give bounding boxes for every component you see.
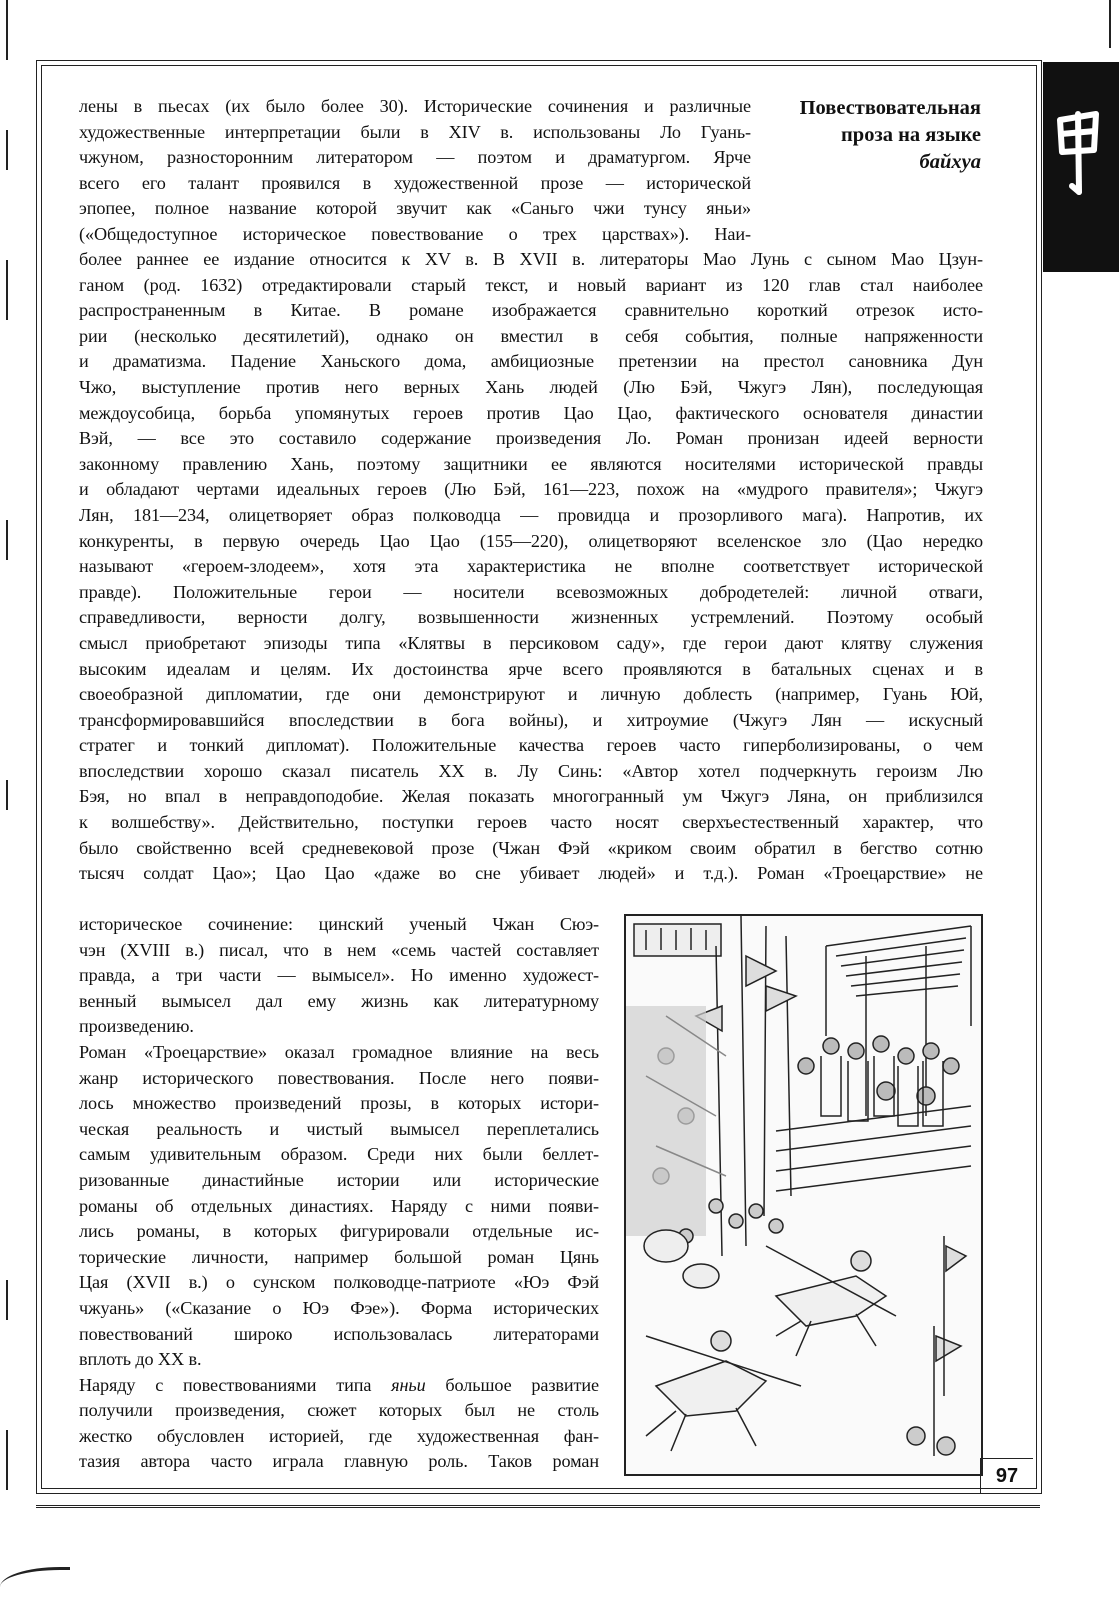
text-line: правде). Положительные герои — носители всевозможных добродетелей: личной отваги,: [79, 581, 983, 602]
term-yanyi: яньи: [391, 1374, 426, 1395]
text-line: смысл приобретают эпизоды типа «Клятвы в персиковом саду», где герои дают клятву служения: [79, 632, 983, 653]
text-line: лось множество произведений прозы, в которых истори-: [79, 1093, 599, 1114]
text-line: ризованные династийные истории или исторические: [79, 1169, 599, 1190]
text-line: к волшебству». Действительно, поступки героев часто носят сверхъестественный характер, что: [79, 812, 983, 833]
text-line: впоследствии хорошо сказал писатель XX в. Лу Синь: «Автор хотел подчеркнуть героизм Лю: [79, 760, 983, 781]
text-line: Лян, 181—234, олицетворяет образ полководца — провидца и прозорливого мага). Напротив, их: [79, 504, 983, 525]
text-line: стратег и тонкий дипломат). Положительные качества героев часто гиперболизированы, о чем: [79, 735, 983, 756]
text-line: («Общедоступное историческое повествование о трех царствах»). Наи-: [79, 223, 751, 244]
text-line: самым удивительным образом. Среди них были беллет-: [79, 1144, 599, 1165]
sidebar-heading-line: проза на языке: [841, 124, 981, 146]
body-text-full: [79, 247, 983, 887]
text-line: Роман «Троецарствие» оказал громадное влияние на весь: [79, 1041, 599, 1062]
scan-edge-mark: [6, 780, 8, 810]
text-line: было свойственно всей средневековой прозе (Чжан Фэй «криком своим обратил в бегство сотню: [79, 837, 983, 858]
text-line: художественные интерпретации были в XIV в. использованы Ло Гуань-: [79, 121, 751, 142]
scan-edge-mark: [6, 260, 8, 320]
text-line: эпопее, полное название которой звучит как «Саньго чжи тунсу яньи»: [79, 198, 751, 219]
text-line: лены в пьесах (их было более 30). Исторические сочинения и различные: [79, 96, 751, 116]
text-line: и драматизма. Падение Ханьского дома, амбициозные претензии на престол сановника Дун: [79, 351, 983, 372]
text-line: трансформировавшийся впоследствии в бога войны), и хитроумие (Чжугэ Лян — искусный: [79, 709, 983, 730]
chinese-glyph-icon: [1052, 100, 1104, 200]
text-line: Вэй, — все это составило содержание произведения Ло. Роман пронизан идеей верности: [79, 428, 983, 449]
text-line: чжуань» («Сказание о Юэ Фэе»). Форма исторических: [79, 1297, 599, 1318]
text-line: тазия автора часто играла главную роль. Таков роман: [79, 1451, 599, 1472]
page-number: 97: [980, 1458, 1033, 1493]
sidebar-heading-term: байхуа: [919, 151, 981, 173]
text-line: венный вымысел дал ему жизнь как литературному: [79, 990, 599, 1011]
text-line: жанр исторического повествования. После него появи-: [79, 1067, 599, 1088]
scan-edge-mark: [6, 520, 8, 560]
scan-corner-mark: [0, 1567, 70, 1600]
text-line: романы об отдельных династиях. Наряду с ними появи-: [79, 1195, 599, 1216]
text-line: своеобразной дипломатии, где они демонстрируют и личную доблесть (например, Гуань Юй,: [79, 684, 983, 705]
text-line: повествований широко использовалась литераторами: [79, 1323, 599, 1344]
body-text-left: [79, 912, 599, 1475]
text-line: распространенным в Китае. В романе изображается сравнительно короткий отрезок исто-: [79, 300, 983, 321]
text-line: тысяч солдат Цао»; Цао Цао «даже во сне убивает людей» и т.д.). Роман «Троецарствие» не: [79, 863, 983, 884]
text-line: Цая (XVII в.) о сунском полководце-патриоте «Юэ Фэй: [79, 1272, 599, 1293]
text-line: правда, а три части — вымысел». Но именно художест-: [79, 965, 599, 986]
scan-edge-mark: [6, 0, 8, 60]
battle-scene-drawing: [626, 916, 981, 1474]
text-line: лись романы, в которых фигурировали отдельные ис-: [79, 1221, 599, 1242]
text-line: торические личности, например большой роман Цянь: [79, 1246, 599, 1267]
text-line: Бэя, но впал в неправдоподобие. Желая показать многогранный ум Чжугэ Ляна, он приблизился: [79, 786, 983, 807]
text-fragment: Наряду с повествованиями типа: [79, 1374, 392, 1395]
text-line: и обладают чертами идеальных героев (Лю Бэй, 161—223, похож на «мудрого правителя»; Чжугэ: [79, 479, 983, 500]
text-line: историческое сочинение: цинский ученый Чжан Сюэ-: [79, 914, 599, 934]
text-line: ганом (род. 1632) отредактировали старый текст, и новый вариант из 120 глав стал наиболее: [79, 274, 983, 295]
scan-edge-mark: [1109, 0, 1111, 48]
text-line: более раннее ее издание относится к XV в. В XVII в. литераторы Мао Лунь с сыном Мао Цзун-: [79, 249, 983, 269]
text-line: Чжо, выступление против него верных Хань людей (Лю Бэй, Чжугэ Лян), последующая: [79, 376, 983, 397]
text-line: жестко обусловлен историей, где художественная фан-: [79, 1425, 599, 1446]
text-line: высоким идеалам и целям. Их достоинства ярче всего проявляются в батальных сценах и в: [79, 658, 983, 679]
scan-edge-mark: [6, 1280, 8, 1320]
scan-edge-mark: [6, 1430, 8, 1490]
text-line: чжуном, разносторонним литератором — поэтом и драматургом. Ярче: [79, 147, 751, 168]
text-line: конкуренты, в первую очередь Цао Цао (155—220), олицетворяют вселенское зло (Цао нередко: [79, 530, 983, 551]
text-fragment: большое развитие: [425, 1374, 599, 1395]
text-line: получили произведения, сюжет которых был не столь: [79, 1400, 599, 1421]
text-line: справедливости, верности долгу, возвышенности жизненных устремлений. Поэтому особый: [79, 607, 983, 628]
text-line: рии (несколько десятилетий), однако он вместил в себя события, полные напряженности: [79, 325, 983, 346]
text-line: ческая реальность и чистый вымысел переплетались: [79, 1118, 599, 1139]
text-line: всего его талант проявился в художественной прозе — исторической: [79, 172, 751, 193]
body-text-narrow: [79, 94, 751, 248]
text-line: вплоть до XX в.: [79, 1349, 202, 1370]
woodblock-illustration: [624, 914, 983, 1476]
text-line: законному правлению Хань, поэтому защитники ее являются носителями исторической правды: [79, 453, 983, 474]
text-line: чэн (XVIII в.) писал, что в нем «семь частей составляет: [79, 939, 599, 960]
page-frame-bottom-rule: [36, 1505, 1040, 1508]
scan-edge-mark: [6, 130, 8, 170]
sidebar-heading: [765, 95, 981, 176]
text-line: называют «героем-злодеем», хотя эта характеристика не вполне соответствует исторической: [79, 556, 983, 577]
sidebar-heading-line: Повествовательная: [799, 97, 981, 119]
text-line: [79, 1373, 599, 1399]
text-line: произведению.: [79, 1016, 194, 1037]
text-line: междоусобица, борьба упомянутых героев против Цао Цао, фактического основателя династии: [79, 402, 983, 423]
